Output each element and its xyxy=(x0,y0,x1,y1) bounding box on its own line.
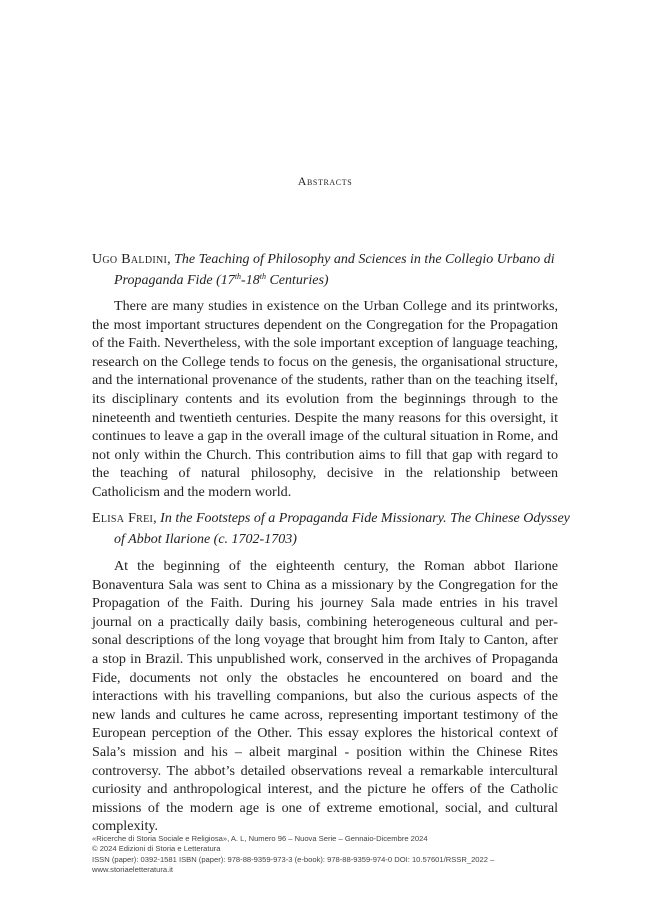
entry-abstract-frei: At the beginning of the eighteenth century, the Roman abbot Ilarione Bonaventura Sala was sent to China as a missionary by the Congregation for the Propagation of the Faith. During his journey Sala made entries in his travel journal on a practically daily basis, combining heterogeneous cultural and personal descriptions of the long voyage that brought him from Italy to Canton, after a stop in Brazil. This unpublished work, conserved in the archives of Propaganda Fide, documents not only the obstacles he encountered on board and the interactions with his travelling companions, but also the curious aspects of the new lands and cultures he came across, representing important testimony of the European perception of the Other. This essay explores the historical context of Sala’s mission and his – albeit marginal - position within the Chinese Rites controversy. The abbot’s detailed observations reveal a remarkable intercultural curiosity and anthropological interest, and the picture he offers of the Catholic missions of the modern age is one of extreme emotional, social, and cultural complexity. xyxy=(92,558,558,835)
footer-copyright-line: © 2024 Edizioni di Storia e Letteratura xyxy=(92,844,221,854)
entry-author: Elisa Frei xyxy=(92,511,154,526)
entry-heading-frei xyxy=(92,508,580,550)
author-title-separator: , xyxy=(167,252,175,267)
entry-title-text: -18 xyxy=(241,273,260,288)
entry-abstract-baldini: There are many studies in existence on the Urban College and its printworks, the most important structures dependent on the Congregation for the Propagation of the Faith. Nevertheless, with the sole important exception of language teaching, research on the College tends to focus on the genesis, the organisational structure, and the international provenance of the students, rather than on the teaching itself, its disciplinary contents and its evolution from the beginnings through to the nineteenth and twentieth centuries. Despite the many reasons for this oversight, it continues to leave a gap in the overall image of the cultural situation in Rome, and not only within the Church. This contribution aims to fill that gap with regard to the teaching of natural philosophy, decisive in the relationship between Catholicism and the modern world. xyxy=(92,298,558,500)
section-title: Abstracts xyxy=(297,174,353,188)
entry-title xyxy=(114,252,555,288)
ordinal-superscript: th xyxy=(259,272,266,281)
entry-title-text: Centuries) xyxy=(265,273,329,288)
entry-heading-baldini xyxy=(92,249,580,291)
entry-title-text: The Teaching of Philosophy and Sciences in the Collegio Urbano di Propaganda Fide (17 xyxy=(114,252,555,288)
entry-title: In the Footsteps of a Propaganda Fide Missionary. The Chinese Odyssey of Abbot Ilarione (c. 1702-1703) xyxy=(114,511,570,547)
footer-journal-line: «Ricerche di Storia Sociale e Religiosa», A. L, Numero 96 – Nuova Serie – Gennaio-Dicembre 2024 xyxy=(92,834,428,843)
footer-website-link[interactable]: www.storiaeletteratura.it xyxy=(92,865,174,875)
page-footer xyxy=(92,834,558,876)
footer-identifiers-line: ISSN (paper): 0392-1581 ISBN (paper): 978-88-9359-973-3 (e-book): 978-88-9359-974-0 DOI: 10.57601/RSSR_2022 – xyxy=(92,854,495,864)
entry-author: Ugo Baldini xyxy=(92,252,168,267)
ordinal-superscript: th xyxy=(234,272,242,281)
author-title-separator: , xyxy=(153,511,161,526)
